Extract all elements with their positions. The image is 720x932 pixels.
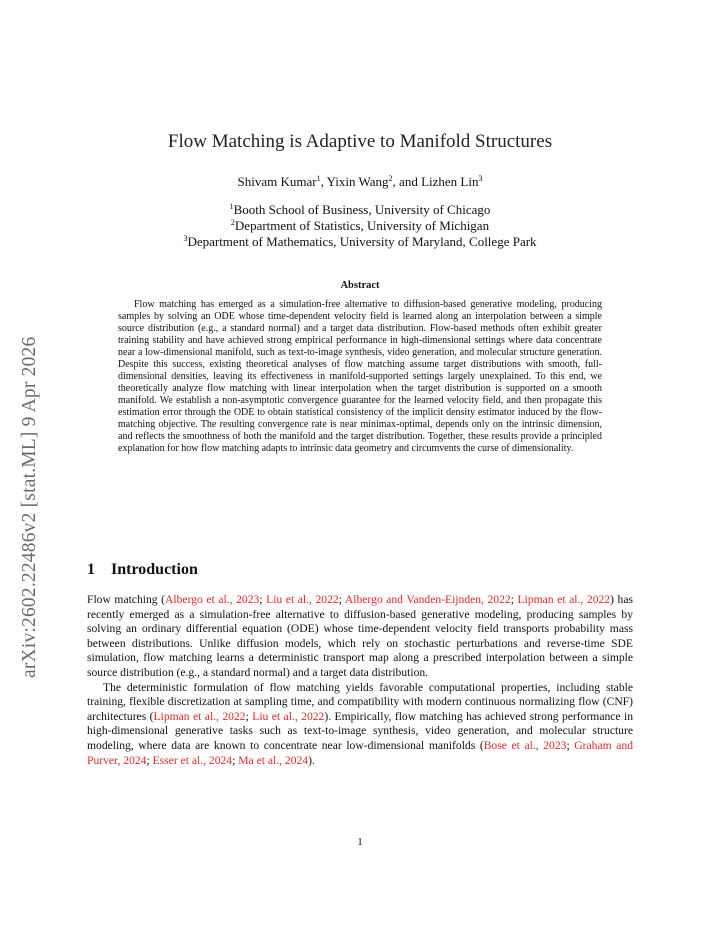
- citation-separator: ;: [338, 593, 345, 606]
- author-name: Shivam Kumar: [237, 174, 317, 189]
- body-text: Flow matching (: [87, 593, 166, 606]
- author-affiliation-mark: 3: [478, 174, 483, 183]
- section-title: Introduction: [111, 561, 198, 578]
- citation-separator: ;: [245, 709, 253, 723]
- body-paragraph: [87, 681, 633, 769]
- affiliation: [0, 202, 720, 218]
- abstract-body: [118, 299, 602, 455]
- citation-separator: ;: [259, 593, 267, 606]
- citation-separator: ;: [232, 753, 239, 767]
- abstract-paragraph: Flow matching has emerged as a simulation-free alternative to diffusion-based generative modeling, producing samples by solving an ODE whose time-dependent velocity field is learned along an interpolation between a simple source distribution (e.g., a standard normal) and a target data distribution. Flow-based methods often exhibit greater training stability and have achieved strong empirical performance in high-dimensional settings where data concentrate near a low-dimensional manifold, such as text-to-image synthesis, video generation, and molecular structure generation. Despite this success, existing theoretical analyses of flow matching assume target distributions with smooth, full-dimensional densities, leaving its effectiveness in manifold-supported settings largely unexplained. To this end, we theoretically analyze flow matching with linear interpolation when the target distribution is supported on a smooth manifold. We establish a non-asymptotic convergence guarantee for the learned velocity field, and then propagate this estimation error through the ODE to obtain statistical consistency of the implicit density estimator induced by the flow-matching objective. The resulting convergence rate is near minimax-optimal, depends only on the intrinsic dimension, and reflects the smoothness of both the manifold and the target distribution. Together, these results provide a principled explanation for how flow matching adapts to intrinsic data geometry and circumvents the curse of dimensionality.: [118, 299, 602, 454]
- affiliation-mark: 3: [183, 234, 188, 243]
- affiliation-mark: 2: [230, 218, 235, 227]
- citation-link[interactable]: Albergo et al., 2023: [165, 593, 260, 606]
- citation-link[interactable]: Bose et al., 2023: [483, 738, 567, 752]
- citation-separator: ;: [566, 738, 575, 752]
- author-affiliation-mark: 1: [316, 174, 321, 183]
- body-text: ). Empirically, flow matching has achieved strong performance in high-dimensional generative tasks such as text-to-image synthesis, video generation, and molecular structure modeling, where data are known to concentrate near low-dimensional manifolds (: [87, 709, 634, 752]
- citation-link[interactable]: Graham and Purver, 2024: [87, 738, 633, 767]
- page-number: 1: [357, 836, 363, 848]
- affiliation-mark: 1: [229, 202, 234, 211]
- citation-link[interactable]: Liu et al., 2022: [266, 593, 339, 606]
- citation-link[interactable]: Liu et al., 2022: [252, 709, 325, 723]
- affiliation: [0, 234, 720, 250]
- citation-link[interactable]: Lipman et al., 2022: [517, 593, 611, 606]
- author-list: [0, 174, 720, 190]
- arxiv-identifier-stamp: arXiv:2602.22486v2 [stat.ML] 9 Apr 2026: [19, 336, 40, 678]
- affiliation-text: Department of Statistics, University of Michigan: [234, 218, 490, 233]
- author-separator: ,: [320, 174, 327, 189]
- affiliation: [0, 218, 720, 234]
- citation-link[interactable]: Lipman et al., 2022: [153, 709, 246, 723]
- citation-separator: ;: [510, 593, 518, 606]
- citation-link[interactable]: Albergo and Vanden-Eijnden, 2022: [344, 593, 511, 606]
- author-separator: , and: [392, 174, 422, 189]
- body-text: ) has recently emerged as a simulation-free alternative to diffusion-based generative modeling, producing samples by solving an ordinary differential equation (ODE) whose time-dependent velocity field transports probability mass between distributions. Unlike diffusion models, which rely on stochastic perturbations and reverse-time SDE simulation, flow matching learns a deterministic transport map along a prescribed interpolation between a simple source distribution (e.g., a standard normal) and a target data distribution.: [87, 593, 633, 679]
- section-heading: [87, 561, 198, 579]
- citation-link[interactable]: Ma et al., 2024: [238, 753, 309, 767]
- author-name: Lizhen Lin: [421, 174, 479, 189]
- body-text: The deterministic formulation of flow matching yields favorable computational properties, including stable training, flexible discretization at sampling time, and compatibility with modern continuous normalizing flow (CNF) architectures (: [87, 680, 633, 723]
- affiliation-text: Booth School of Business, University of Chicago: [233, 202, 491, 217]
- abstract-heading: Abstract: [340, 280, 380, 291]
- paper-title: Flow Matching is Adaptive to Manifold Structures: [167, 131, 553, 152]
- citation-link[interactable]: Esser et al., 2024: [152, 753, 233, 767]
- citation-separator: ;: [146, 753, 153, 767]
- section-number: 1: [87, 561, 95, 578]
- author-name: Yixin Wang: [326, 174, 389, 189]
- section-body: [87, 593, 633, 768]
- author-affiliation-mark: 2: [388, 174, 393, 183]
- affiliation-text: Department of Mathematics, University of Maryland, College Park: [187, 234, 537, 249]
- body-text: ).: [308, 753, 315, 767]
- body-paragraph: [87, 593, 633, 681]
- affiliation-list: [0, 202, 720, 250]
